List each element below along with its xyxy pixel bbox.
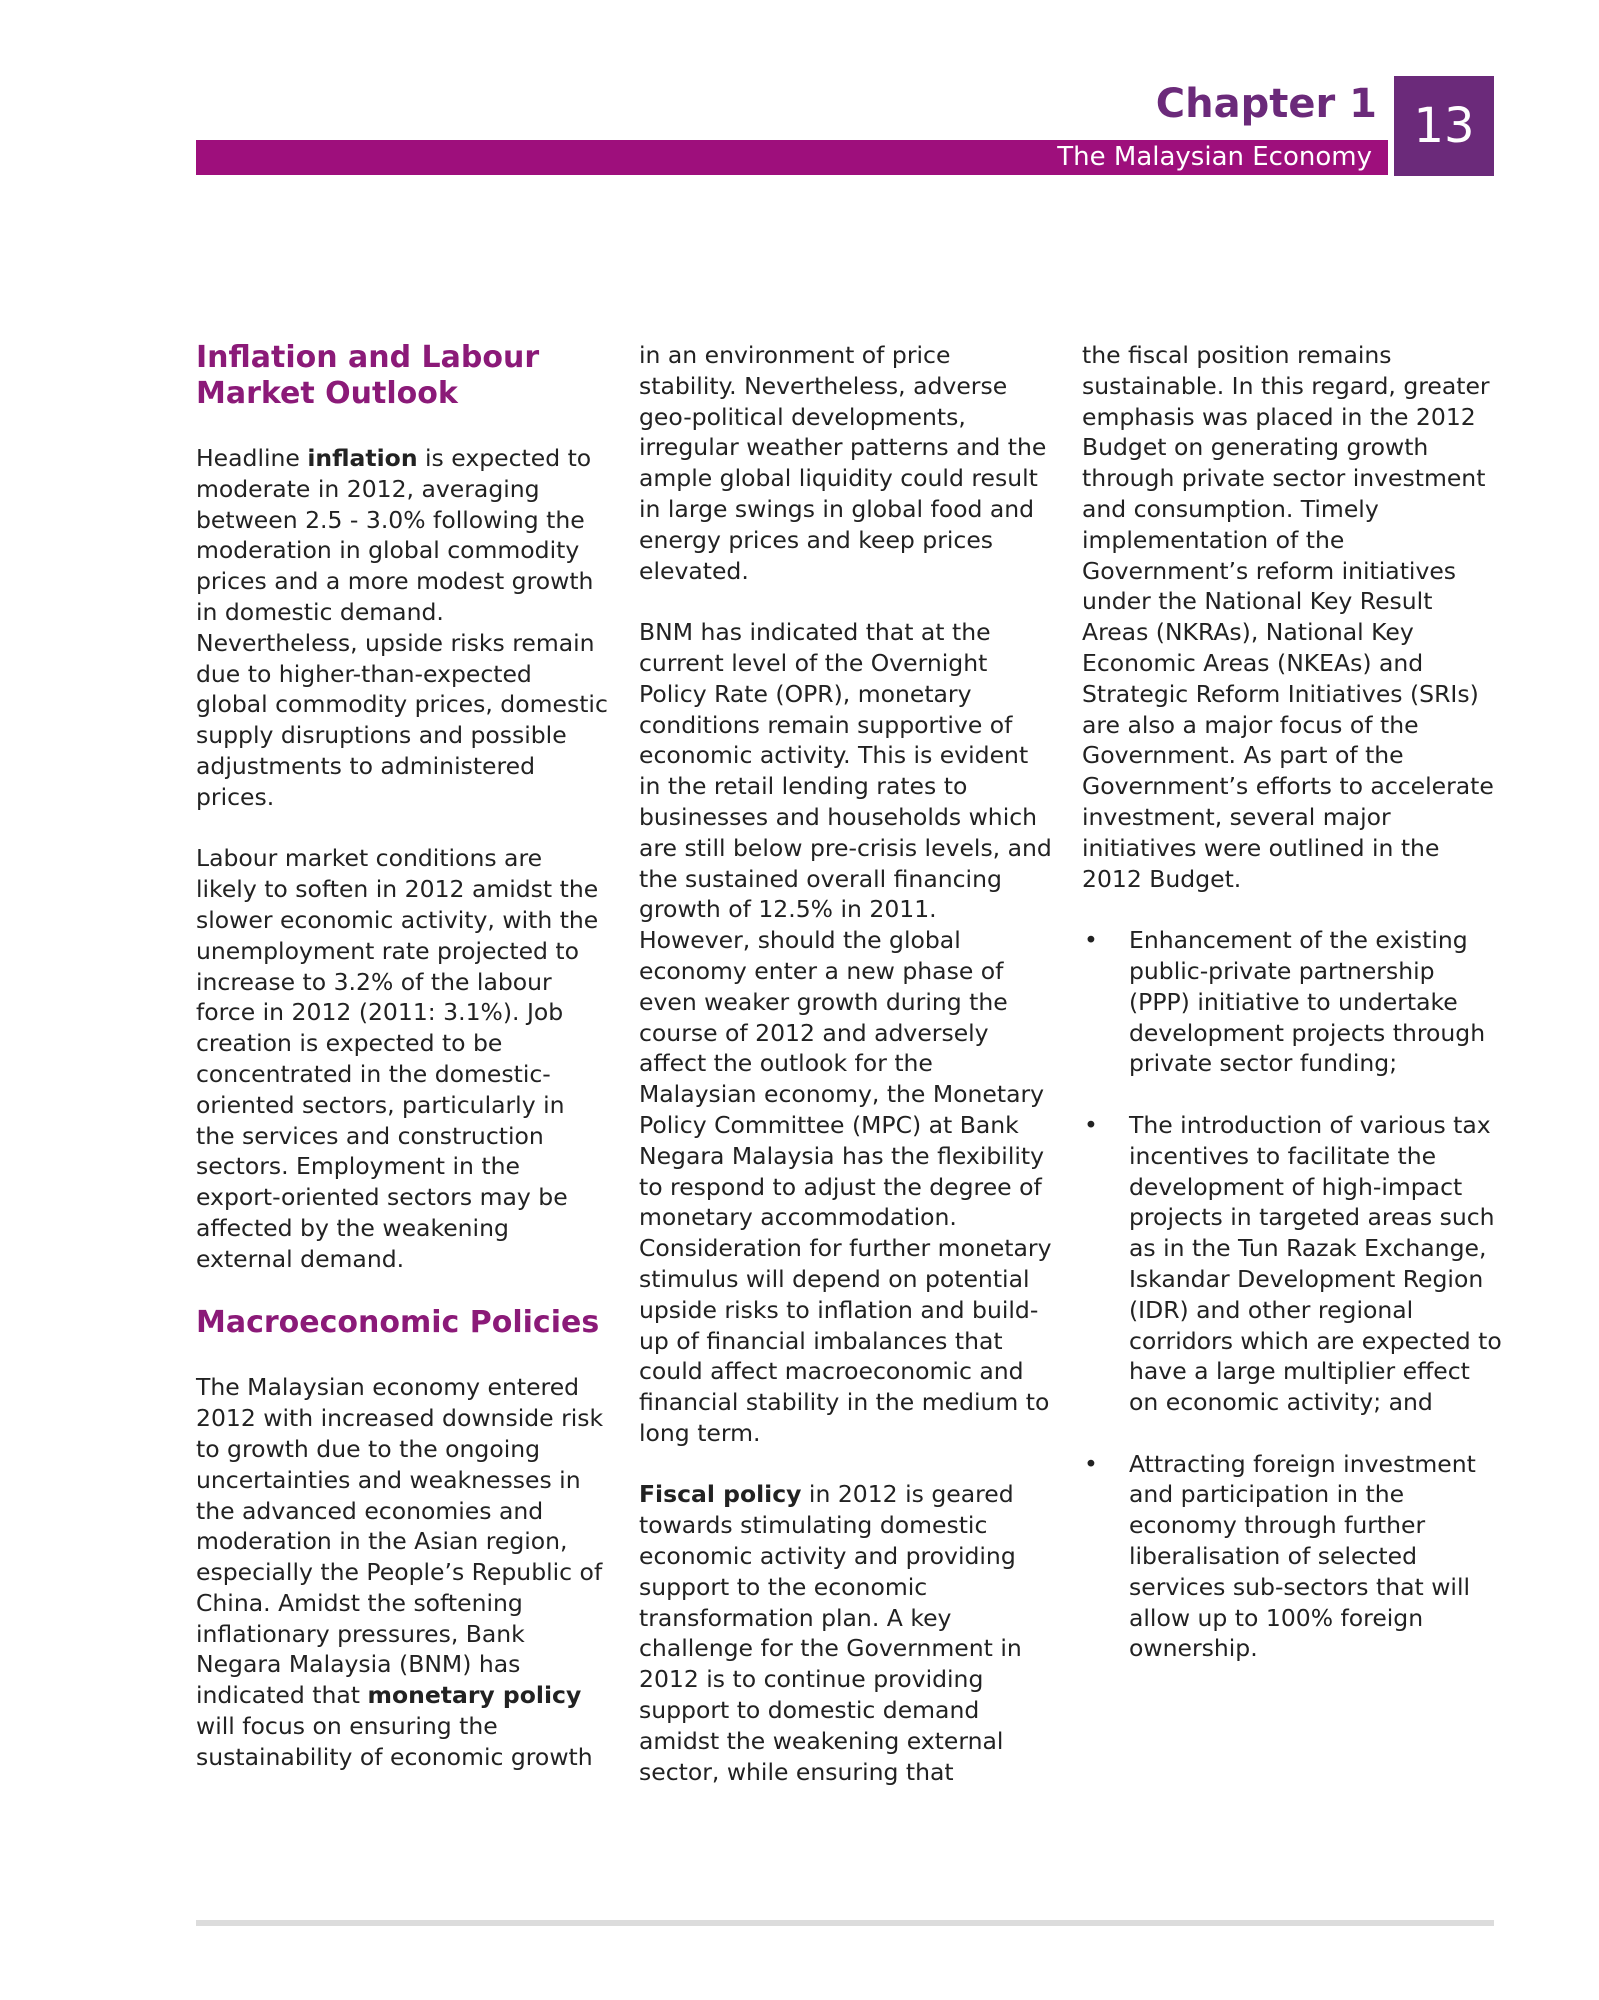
column-left [196, 340, 610, 1803]
section-heading-macroeconomic: Macroeconomic Policies [196, 1305, 600, 1341]
paragraph-price-stability: in an environment of price stability. Nevertheless, adverse geo-political developments, irregular weather patterns and the ample global liquidity could result in large swings in global food and energy prices and keep prices elevated. [639, 341, 1047, 585]
column-middle [639, 340, 1053, 1818]
paragraph-fiscal-policy [639, 1479, 1053, 1787]
paragraph-inflation [196, 443, 610, 813]
bold-term-inflation: inflation [307, 444, 418, 472]
bullet-icon: • [1084, 1110, 1098, 1139]
paragraph-labour: Labour market conditions are likely to soften in 2012 amidst the slower economic activity, with the unemployment rate projected to increase to 3.2% of the labour force in 2012 (2011: 3.1%). Job creation is expected to be concentrated in the domestic-oriented sectors, particularly in the services and construction sectors. Employment in the export-oriented sectors may be affected by the weakening external demand. [196, 844, 599, 1273]
footer-rule [196, 1920, 1494, 1926]
list-item [1082, 1110, 1502, 1418]
column-right [1082, 340, 1502, 1695]
page-number-box: 13 [1394, 76, 1494, 176]
paragraph-opr: BNM has indicated that at the current level of the Overnight Policy Rate (OPR), monetary conditions remain supportive of economic activity. This is evident in the retail lending rates to businesses and households which are still below pre-crisis levels, and the sustained overall financing growth of 12.5% in 2011. However, should the global economy enter a new phase of even weaker growth during the course of 2012 and adversely affect the outlook for the Malaysian economy, the Monetary Policy Committee (MPC) at Bank Negara Malaysia has the flexibility to respond to adjust the degree of monetary accommodation. Consideration for further monetary stimulus will depend on potential upside risks to inflation and build-up of financial imbalances that could affect macroeconomic and financial stability in the medium to long term. [639, 618, 1052, 1447]
bullet-icon: • [1084, 926, 1098, 955]
text-run: The Malaysian economy entered 2012 with increased downside risk to growth due to the ongoing uncertainties and weaknesses in the advanced economies and moderation in the Asian region, especially the People’s Republic of China. Amidst the softening inflationary pressures, Bank Negara Malaysia (BNM) has indicated that [196, 1373, 604, 1710]
paragraph-macroeconomic [196, 1372, 610, 1772]
bold-term-fiscal-policy: Fiscal policy [639, 1480, 802, 1509]
bold-term-monetary-policy: monetary policy [367, 1681, 582, 1710]
list-item-text: The introduction of various tax incentives to facilitate the development of high-impact projects in targeted areas such as in the Tun Razak Exchange, Iskandar Development Region (IDR) and other regional corridors which are expected to have a large multiplier effect on economic activity; and [1129, 1110, 1502, 1417]
chapter-title: Chapter 1 [1155, 81, 1377, 127]
text-run: is expected to moderate in 2012, averaging between 2.5 - 3.0% following the moderation in global commodity prices and a more modest growth in domestic demand. Nevertheless, upside risks remain due to higher-than-expected global commodity prices, domestic supply disruptions and possible adjustments to administered prices. [196, 444, 608, 811]
chapter-subtitle: The Malaysian Economy [1057, 142, 1372, 172]
text-run: Headline [196, 444, 308, 472]
text-run: in 2012 is geared towards stimulating domestic economic activity and providing support to the economic transformation plan. A key challenge for the Government in 2012 is to continue providing support to domestic demand amidst the weakening external sector, while ensuring that [639, 1480, 1022, 1786]
initiatives-list [1082, 925, 1502, 1664]
list-item-text: Attracting foreign investment and participation in the economy through further liberalisation of selected services sub-sectors that will allow up to 100% foreign ownership. [1129, 1449, 1476, 1663]
header-bar [196, 140, 1388, 175]
section-heading-inflation: Inflation and Labour Market Outlook [196, 340, 540, 411]
paragraph-fiscal-position: the fiscal position remains sustainable. In this regard, greater emphasis was placed in the 2012 Budget on generating growth through private sector investment and consumption. Timely implementation of the Government’s reform initiatives under the National Key Result Areas (NKRAs), National Key Economic Areas (NKEAs) and Strategic Reform Initiatives (SRIs) are also a major focus of the Government. As part of the Government’s efforts to accelerate investment, several major initiatives were outlined in the 2012 Budget. [1082, 341, 1494, 893]
list-item [1082, 925, 1502, 1079]
list-item-text: Enhancement of the existing public-private partnership (PPP) initiative to undertake development projects through private sector funding; [1129, 926, 1486, 1078]
text-run: will focus on ensuring the sustainability of economic growth [196, 1712, 593, 1771]
list-item [1082, 1449, 1502, 1665]
bullet-icon: • [1084, 1449, 1098, 1478]
